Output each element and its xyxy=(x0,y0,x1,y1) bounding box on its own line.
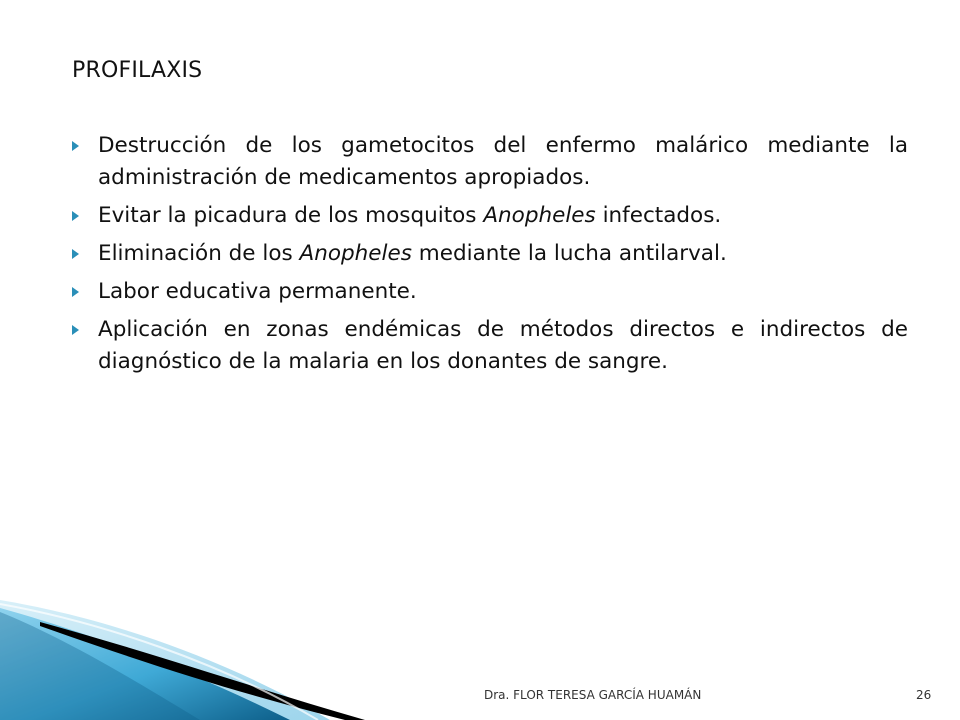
bullet-item xyxy=(72,200,908,232)
bullet-text: Labor educativa permanente. xyxy=(98,279,417,304)
bullet-item xyxy=(72,238,908,270)
triangle-right-bullet-icon xyxy=(72,325,79,335)
bullet-text: Eliminación de los Anopheles mediante la lucha antilarval. xyxy=(98,241,727,266)
bullet-item xyxy=(72,276,908,308)
triangle-right-bullet-icon xyxy=(72,249,79,259)
bullet-text: Destrucción de los gametocitos del enfermo malárico mediante la administración de medicamentos apropiados. xyxy=(98,133,908,190)
bullet-text: Evitar la picadura de los mosquitos Anopheles infectados. xyxy=(98,203,722,228)
bullet-item xyxy=(72,130,908,194)
species-name: Anopheles xyxy=(483,203,596,228)
page-number: 26 xyxy=(916,688,932,702)
species-name: Anopheles xyxy=(299,241,412,266)
bullet-item xyxy=(72,314,908,378)
footer-author: Dra. FLOR TERESA GARCÍA HUAMÁN xyxy=(484,688,702,702)
triangle-right-bullet-icon xyxy=(72,211,79,221)
bullet-list xyxy=(72,130,908,384)
slide-title: PROFILAXIS xyxy=(72,58,203,83)
triangle-right-bullet-icon xyxy=(72,141,79,151)
triangle-right-bullet-icon xyxy=(72,287,79,297)
bullet-text: Aplicación en zonas endémicas de métodos directos e indirectos de diagnóstico de la malaria en los donantes de sangre. xyxy=(98,317,908,374)
